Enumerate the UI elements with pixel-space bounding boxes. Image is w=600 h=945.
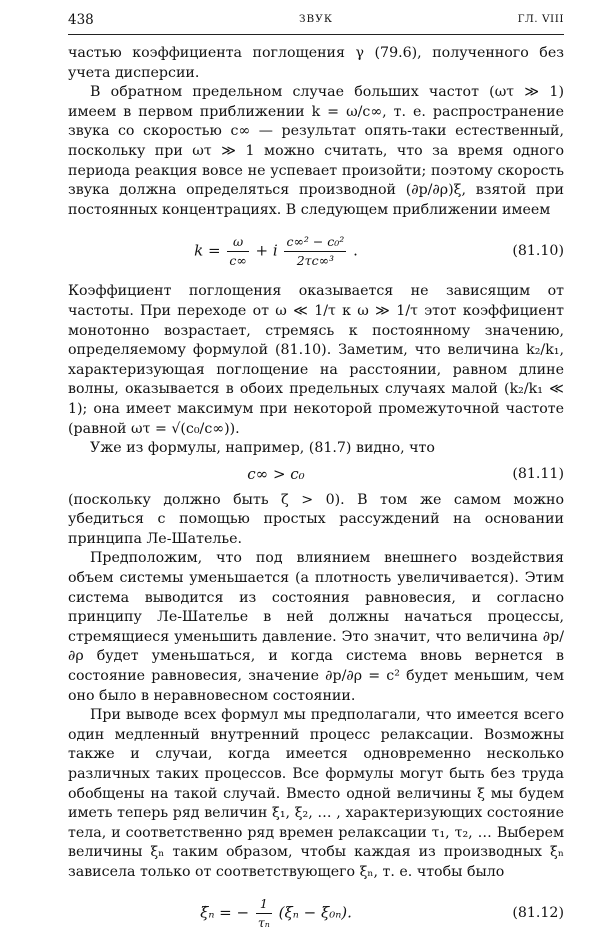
page-header	[68, 12, 564, 32]
equation-81-11	[68, 462, 564, 488]
eq-81-12-denominator: τₙ	[257, 915, 270, 931]
eq-81-12-lhs: ξ̇ₙ = −	[200, 903, 250, 922]
eq-81-10-frac2-numerator: c∞² − c₀²	[284, 234, 346, 252]
eq-81-10-frac1-denominator: c∞	[229, 252, 247, 268]
paragraph-2: В обратном предельном случае больших частот (ωτ ≫ 1) имеем в первом приближении k = ω/c∞, т. е. распространение звука со скоростью c∞ — результат опять-таки естественный, поскольку при ωτ ≫ 1 можно считать, что за время одного периода реакция вовсе не успевает произойти; поэтому скорость звука должна определяться производной (∂p/∂ρ)ξ, взятой при постоянных концентрациях. В следующем приближении имеем	[68, 84, 564, 218]
page-body	[68, 44, 564, 945]
chapter-label: ГЛ. VIII	[517, 13, 564, 25]
paragraph-4: Уже из формулы, например, (81.7) видно, что	[90, 440, 435, 457]
eq-81-11-text: c∞ > c₀	[247, 464, 305, 483]
eq-81-12-rhs: (ξₙ − ξ₀ₙ).	[278, 903, 352, 922]
page-number: 438	[68, 12, 94, 28]
equation-81-12	[68, 887, 564, 941]
paragraph-1: частью коэффициента поглощения γ (79.6), полученного без учета дисперсии.	[68, 45, 564, 81]
eq-81-10-tail: .	[353, 241, 358, 260]
eq-81-10-lhs: k =	[194, 241, 221, 260]
eq-81-12-numerator: 1	[256, 896, 272, 914]
equation-81-10-number: (81.10)	[512, 242, 564, 259]
eq-81-10-fraction-1	[227, 234, 248, 269]
paragraph-7: При выводе всех формул мы предполагали, что имеется всего один медленный внутренний процесс релаксации. Возможны также и случаи, когда имеется одновременно несколько различных таких процессов. Все формулы могут быть без труда обобщены на такой случай. Вместо одной величины ξ мы будем иметь теперь ряд величин ξ₁, ξ₂, … , характеризующих состояние тела, и соответственно ряд времен релаксации τ₁, τ₂, … Выберем величины ξₙ таким образом, чтобы каждая из производных ξ̇ₙ зависела только от соответствующего ξₙ, т. е. чтобы было	[68, 707, 564, 880]
paragraph-3: Коэффициент поглощения оказывается не зависящим от частоты. При переходе от ω ≪ 1/τ к ω ≫ 1/τ этот коэффициент монотонно возрастает, стремясь к постоянному значению, определяемому формулой (81.10). Заметим, что величина k₂/k₁, характеризующая поглощение на расстоянии, равном длине волны, оказывается в обоих предельных случаях малой (k₂/k₁ ≪ 1); она имеет максимум при некоторой промежуточной частоте (равной ωτ = √(c₀/c∞)).	[68, 283, 564, 437]
eq-81-10-frac1-numerator: ω	[227, 234, 248, 252]
eq-81-12-fraction	[256, 896, 272, 931]
paragraph-6: Предположим, что под влиянием внешнего воздействия объем системы уменьшается (а плотность увеличивается). Этим система выводится из состояния равновесия, и согласно принципу Ле-Шателье в ней должны начаться процессы, стремящиеся уменьшить давление. Это значит, что величина ∂p/∂ρ будет уменьшаться, и когда система вновь вернется в состояние равновесия, значение ∂p/∂ρ = c² будет меньшим, чем оно было в неравновесном состоянии.	[68, 550, 564, 704]
eq-81-10-frac2-denominator: 2τc∞³	[296, 252, 335, 268]
equation-81-12-body	[68, 896, 484, 931]
equation-81-10	[68, 224, 564, 278]
equation-81-12-number: (81.12)	[512, 904, 564, 921]
paragraph-5: (поскольку должно быть ζ > 0). В том же самом можно убедиться с помощью простых рассуждений на основании принципа Ле-Шателье.	[68, 491, 564, 547]
header-rule	[68, 34, 564, 35]
running-title: ЗВУК	[299, 13, 333, 25]
equation-81-10-body	[68, 234, 484, 269]
eq-81-10-fraction-2	[284, 234, 346, 269]
equation-81-11-number: (81.11)	[512, 465, 564, 482]
equation-81-11-body	[68, 465, 484, 485]
eq-81-10-plus-i: + i	[255, 241, 278, 260]
